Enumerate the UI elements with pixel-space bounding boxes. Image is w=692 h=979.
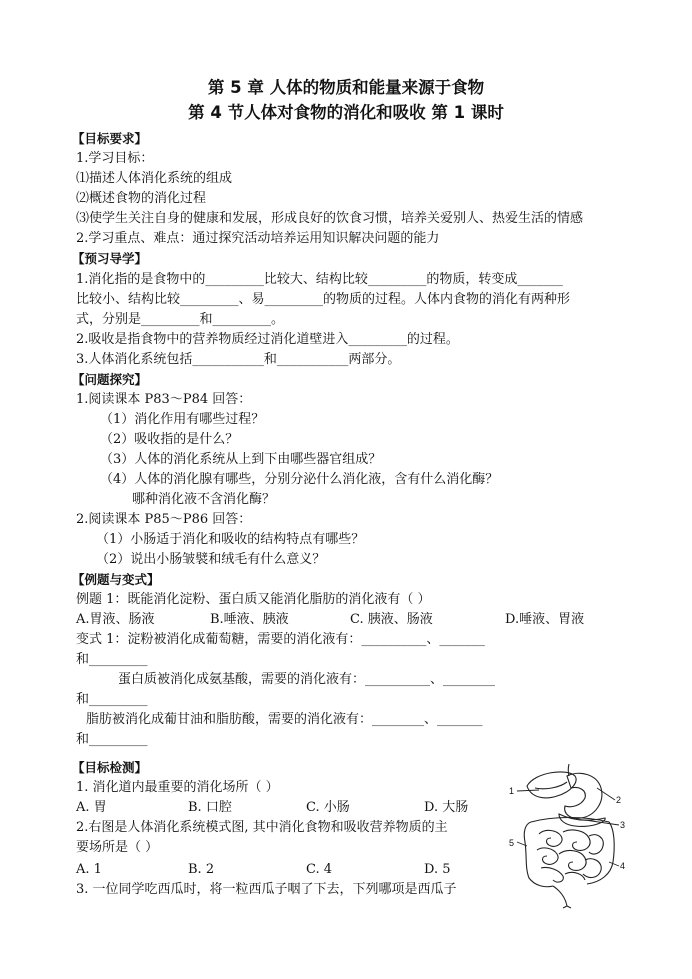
section-header-goals: 【目标要求】 (72, 131, 148, 146)
goals-line: ⑵概述食物的消化过程 (76, 191, 207, 206)
chapter-title: 第 5 章 人体的物质和能量来源于食物 (207, 78, 485, 97)
inquiry-line: （2）吸收指的是什么？ (100, 432, 239, 447)
goals-line: 2.学习重点、难点：通过探究活动培养运用知识解决问题的能力 (76, 231, 440, 246)
section-header-inquiry: 【问题探究】 (72, 372, 148, 387)
goals-line: 1.学习目标： (76, 151, 154, 166)
inquiry-line: （4）人体的消化腺有哪些，分别分泌什么消化液，含有什么消化酶？ (100, 472, 499, 487)
inquiry-line: 1.阅读课本 P83～P84 回答： (76, 392, 252, 407)
inquiry-line: （2）说出小肠皱襞和绒毛有什么意义？ (96, 552, 326, 567)
digestive-system-diagram (505, 758, 630, 910)
example-option: D.唾液、胃液 (505, 612, 585, 627)
goals-line: ⑶使学生关注自身的健康和发展，形成良好的饮食习惯，培养关爱别人、热爱生活的情感 (76, 211, 584, 226)
inquiry-line: 2.阅读课本 P85～P86 回答： (76, 512, 252, 527)
esophagus-shape (568, 764, 569, 776)
check-question: 要场所是（ ） (76, 840, 159, 855)
large-intestine-shape (524, 818, 614, 887)
preview-line: 2.吸收是指食物中的营养物质经过消化道壁进入_________的过程。 (76, 332, 459, 347)
rectum-shape (553, 886, 571, 908)
inquiry-line: （1）消化作用有哪些过程？ (100, 412, 265, 427)
variant-line: 和_________ (76, 692, 148, 707)
example-option: A.胃液、肠液 (76, 612, 155, 627)
check-option: A. 1 (76, 862, 102, 877)
inquiry-line: （1）小肠适于消化和吸收的结构特点有哪些？ (96, 532, 365, 547)
example-option: C. 胰液、肠液 (350, 612, 433, 627)
variant-line: 和_________ (76, 652, 148, 667)
inquiry-line: （3）人体的消化系统从上到下由哪些器官组成？ (100, 452, 382, 467)
label-lines (517, 788, 622, 866)
inquiry-line: 哪种消化液不含消化酶？ (132, 492, 276, 507)
check-option: B. 口腔 (188, 800, 232, 815)
preview-line: 3.人体消化系统包括___________和___________两部分。 (76, 352, 401, 367)
diagram-label: 1 (509, 786, 515, 796)
check-question: 2.右图是人体消化系统模式图, 其中消化食物和吸收营养物质的主 (76, 820, 448, 835)
check-option: B. 2 (188, 862, 215, 877)
check-question: 3. 一位同学吃西瓜时，将一粒西瓜子咽了下去，下列哪项是西瓜子 (76, 882, 457, 897)
check-option: D. 大肠 (424, 800, 469, 815)
variant-line: 和_________ (76, 732, 148, 747)
goals-line: ⑴描述人体消化系统的组成 (76, 171, 233, 186)
lesson-title: 第 4 节人体对食物的消化和吸收 第 1 课时 (188, 103, 504, 122)
preview-line: 式，分别是_________和_________。 (76, 312, 285, 327)
preview-line: 比较小、结构比较_________、易_________的物质的过程。人体内食物的消化有两种形 (76, 292, 571, 307)
diagram-label: 5 (509, 838, 515, 848)
check-option: C. 小肠 (306, 800, 350, 815)
example-question: 例题 1：既能消化淀粉、蛋白质又能消化脂肪的消化液有（ ） (76, 592, 431, 607)
variant-line: 蛋白质被消化成氨基酸，需要的消化液有：__________、________ (118, 672, 496, 687)
example-option: B.唾液、胰液 (210, 612, 289, 627)
section-header-examples: 【例题与变式】 (72, 572, 160, 587)
variant-line: 脂肪被消化成葡甘油和脂肪酸，需要的消化液有：________、_______ (86, 712, 483, 727)
diagram-label: 3 (620, 820, 626, 830)
section-header-check: 【目标检测】 (72, 760, 148, 775)
small-intestine-shape (537, 830, 603, 882)
check-option: A. 胃 (76, 800, 107, 815)
check-option: C. 4 (306, 862, 333, 877)
stomach-shape (565, 773, 602, 818)
variant-line: 变式 1：淀粉被消化成葡萄糖，需要的消化液有：__________、_______ (76, 632, 485, 647)
diagram-label: 4 (620, 861, 626, 871)
check-option: D. 5 (424, 862, 451, 877)
check-question: 1. 消化道内最重要的消化场所（ ） (76, 780, 279, 795)
diagram-label: 2 (616, 795, 622, 805)
section-header-preview: 【预习导学】 (72, 251, 148, 266)
preview-line: 1.消化指的是食物中的_________比较大、结构比较_________的物质，转变成_______ (76, 272, 563, 287)
